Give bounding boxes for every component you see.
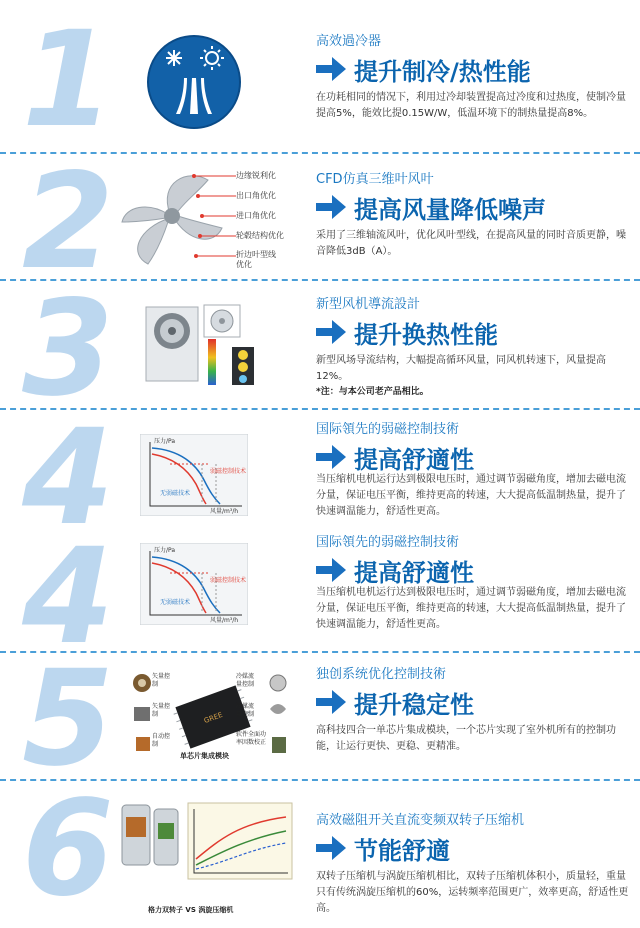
chart-label: 无弱磁技术 — [160, 490, 191, 497]
section-body: 新型风场导流结构，大幅提高循环风量，同风机转速下，风量提高12%。 — [316, 355, 606, 382]
outdoor-unit-illustration — [144, 303, 274, 393]
compressor-comparison-illustration — [120, 799, 300, 905]
section-2 — [0, 145, 640, 299]
section-headline: 提高舒適性 — [354, 558, 474, 587]
fan-callout-lines — [192, 170, 240, 266]
section-body: 双转子压缩机与涡旋压缩机相比，双转子压缩机体积小，质量轻，重量只有传统涡旋压缩机的60%，运转频率范围更广，效率更高，舒适性更高。 — [316, 871, 629, 914]
chart-label: 风量/m³/h — [210, 617, 239, 624]
section-subtitle: 高效磁阻开关直流变频双转子压缩机 — [316, 813, 525, 828]
compare-caption: 格力双转子 VS 涡旋压缩机 — [148, 906, 234, 914]
section-subtitle: CFD仿真三维叶风叶 — [316, 172, 434, 187]
arrow-icon — [316, 57, 346, 81]
section-1 — [0, 0, 640, 157]
section-number: 3 — [22, 272, 110, 426]
section-body: 当压缩机电机运行达到极限电压时，通过调节弱磁角度，增加去磁电流分量，保证电压平衡，维持更高的转速，大大提高低温制热量，提升了快速调温能力，舒适性更高。 — [316, 587, 626, 630]
section-number: 2 — [22, 145, 110, 299]
section-subtitle: 高效過冷器 — [316, 34, 382, 49]
arrow-icon — [316, 445, 346, 469]
arrow-icon — [316, 320, 346, 344]
section-headline: 节能舒適 — [354, 836, 450, 865]
chip-label: 矢量控制 — [152, 703, 171, 718]
section-4b — [0, 520, 640, 674]
fan-label: 边缘锐利化 — [236, 171, 276, 180]
section-5 — [0, 642, 640, 796]
section-number: 6 — [22, 772, 110, 926]
section-body: 高科技四合一单芯片集成模块，一个芯片实现了室外机所有的控制功能，让运行更快、更稳、更精准。 — [316, 725, 616, 752]
chip-label: 自动控制 — [152, 733, 171, 748]
chip-label: 软件全面功率因数校正 — [236, 731, 267, 746]
chip-label: 冷媒流量控制 — [236, 703, 255, 718]
performance-chart — [140, 543, 248, 625]
section-subtitle: 独创系统优化控制技術 — [316, 667, 447, 682]
chart-label: 风量/m³/h — [210, 508, 239, 515]
section-4a — [0, 401, 640, 555]
chip-label: 单芯片集成模块 — [180, 752, 229, 760]
performance-chart — [140, 434, 248, 516]
arrow-icon — [316, 690, 346, 714]
svg-text:GREE: GREE — [202, 710, 224, 725]
chart-label: 压力/Pa — [154, 547, 176, 554]
chip-label: 冷媒流量控制 — [236, 673, 255, 688]
chart-label: 弱磁控制技术 — [210, 468, 247, 475]
section-headline: 提高风量降低噪声 — [354, 195, 546, 224]
section-body: 当压缩机电机运行达到极限电压时，通过调节弱磁角度，增加去磁电流分量，保证电压平衡，维持更高的转速，大大提高低温制热量，提升了快速调温能力，舒适性更高。 — [316, 474, 626, 517]
chart-label: 无弱磁技术 — [160, 599, 191, 606]
fan-label: 进口角优化 — [236, 211, 276, 220]
section-subtitle: 国际領先的弱磁控制技術 — [316, 535, 460, 550]
chart-label: 压力/Pa — [154, 438, 176, 445]
section-headline: 提升稳定性 — [354, 690, 474, 719]
arrow-icon — [316, 836, 346, 860]
chip-label: 矢量控制 — [152, 673, 171, 688]
arrow-icon — [316, 195, 346, 219]
section-subtitle: 国际領先的弱磁控制技術 — [316, 422, 460, 437]
section-number: 5 — [22, 642, 110, 796]
section-headline: 提高舒適性 — [354, 445, 474, 474]
chart-label: 弱磁控制技术 — [210, 577, 247, 584]
fan-label: 轮毂结构优化 — [236, 231, 284, 240]
subcooler-icon — [146, 34, 242, 130]
section-number: 1 — [22, 3, 110, 157]
section-note: *注：与本公司老产品相比。 — [316, 387, 429, 397]
fan-label: 折边叶型线优化 — [236, 250, 276, 269]
section-6 — [0, 772, 640, 928]
section-number: 4 — [22, 401, 110, 555]
arrow-icon — [316, 558, 346, 582]
section-subtitle: 新型风机導流設計 — [316, 297, 421, 312]
section-body: 在功耗相同的情况下，利用过冷却装置提高过冷度和过热度，使制冷量提高5%，能效比提0.15W/W，低温环境下的制热量提高8%。 — [316, 92, 626, 119]
section-headline: 提升制冷/热性能 — [354, 57, 531, 86]
section-body: 采用了三维轴流风叶，优化风叶型线，在提高风量的同时音质更静，噪音降低3dB（A）。 — [316, 230, 626, 257]
fan-label: 出口角优化 — [236, 191, 276, 200]
section-number: 4 — [22, 520, 110, 674]
section-headline: 提升换热性能 — [354, 320, 498, 349]
section-3 — [0, 272, 640, 426]
